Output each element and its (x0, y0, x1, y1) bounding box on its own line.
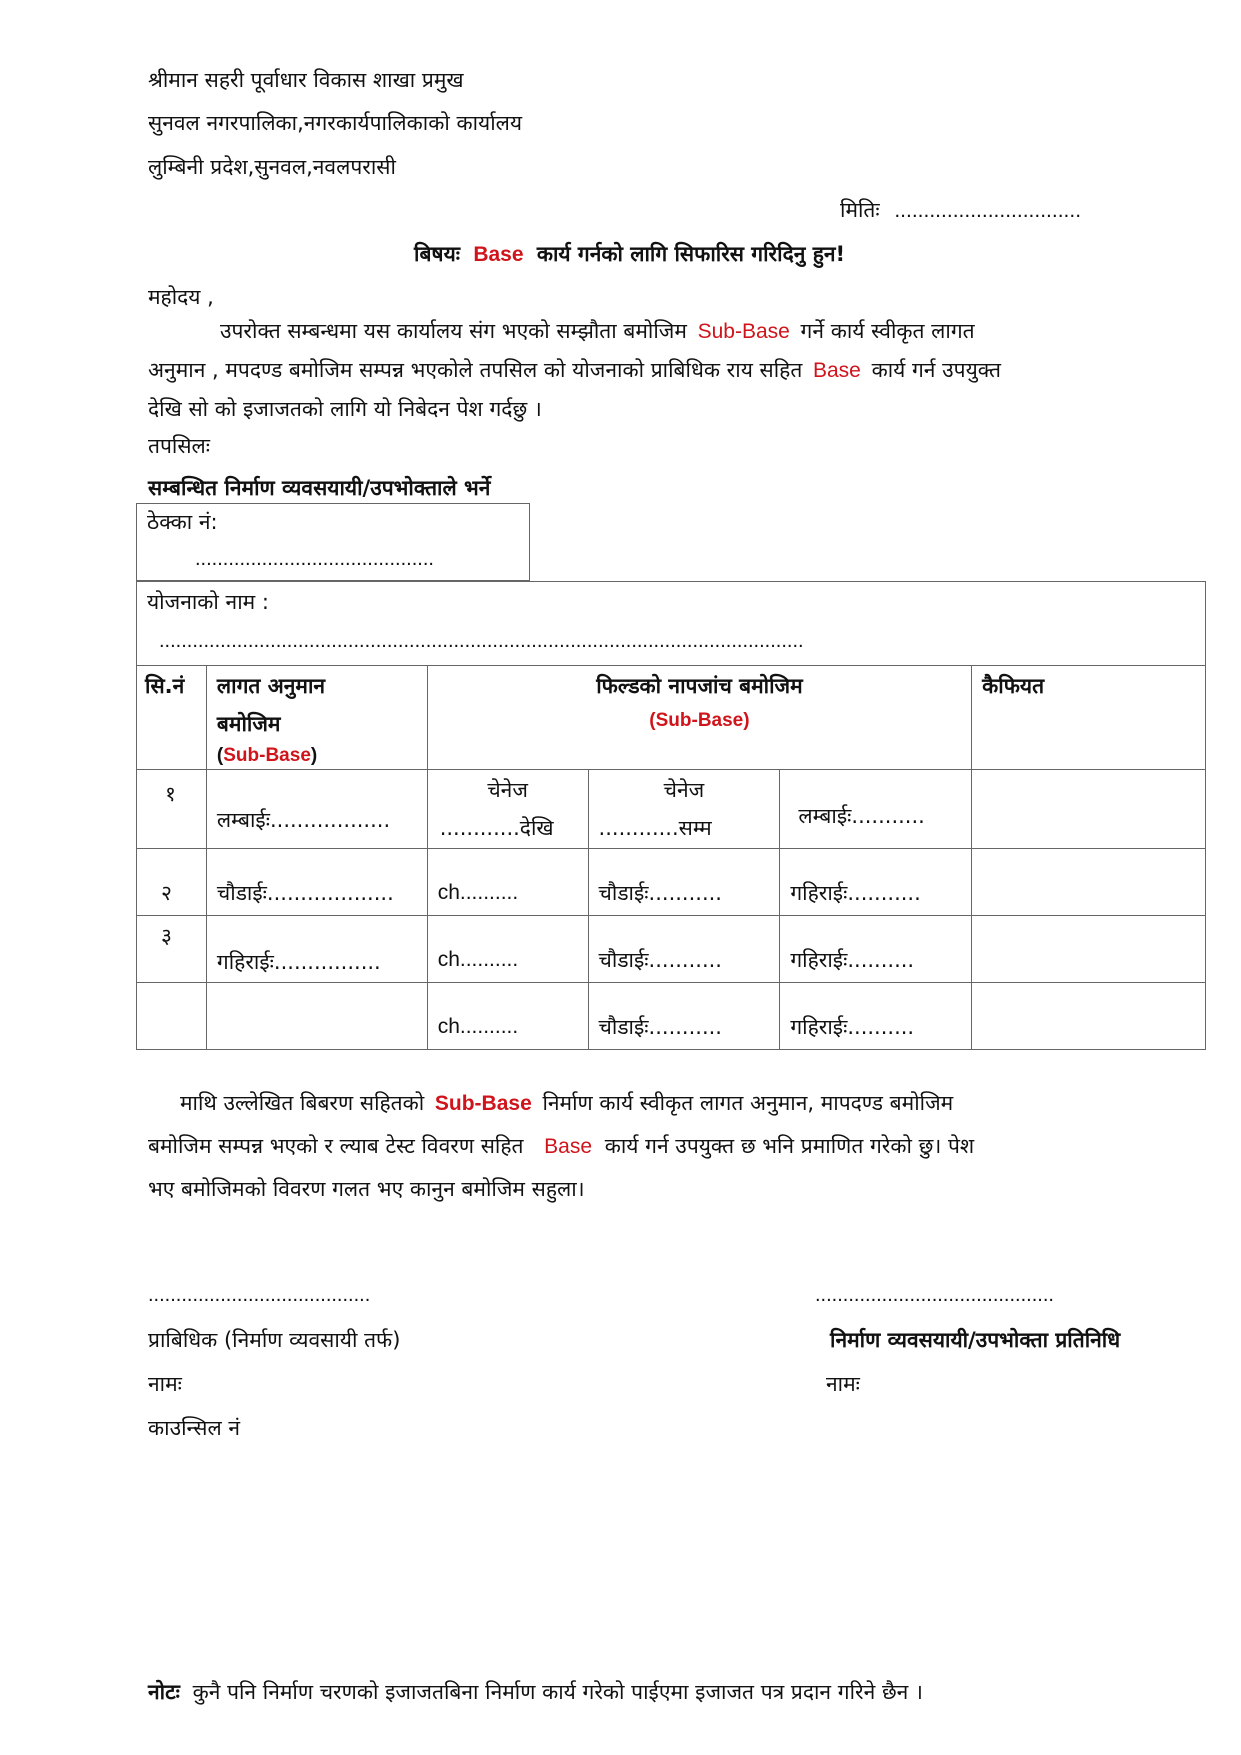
header-estimate-keyword (217, 744, 317, 767)
paren: ) (310, 745, 318, 766)
row3-remarks (972, 916, 1205, 981)
addressee-line-2: सुनवल नगरपालिका,नगरकार्यपालिकाको कार्यालय (148, 111, 523, 135)
header-field-measure: फिल्डको नापजांच बमोजिम (596, 674, 803, 698)
technician-title: प्राबिधिक (निर्माण व्यवसायी तर्फ) (148, 1328, 401, 1352)
row2-ch: ch.......... (437, 881, 519, 904)
representative-title: निर्माण व्यवसयायी/उपभोक्ता प्रतिनिधि (830, 1328, 1121, 1352)
row1-chainage-from: ............देखि (439, 816, 554, 840)
certification-text: कार्य गर्न उपयुक्त छ भनि प्रमाणित गरेको छु। पेश (604, 1134, 975, 1158)
request-line-1 (148, 312, 1148, 351)
subject-line (414, 240, 845, 268)
addressee-line-1: श्रीमान सहरी पूर्वाधार विकास शाखा प्रमुख (148, 68, 464, 92)
representative-name-label: नामः (826, 1372, 860, 1396)
representative-signature-line: ........................................... (815, 1284, 1054, 1306)
project-name-blank: .................................................................................................................... (159, 630, 804, 652)
certification-base: Base (544, 1135, 593, 1158)
row1-length-field: लम्बाईः........... (798, 804, 925, 828)
date-blank: ................................ (894, 199, 1082, 222)
certification-text: माथि उल्लेखित बिबरण सहितको (180, 1091, 425, 1115)
salutation: महोदय , (148, 285, 214, 309)
row1-chainage-to: ............सम्म (598, 816, 712, 840)
subject-text: कार्य गर्नको लागि सिफारिस गरिदिनु हुन! (536, 242, 846, 266)
row4-serial (137, 983, 206, 1048)
certification-line-2 (148, 1125, 1148, 1168)
date-label: मितिः (840, 198, 880, 222)
request-text: गर्ने कार्य स्वीकृत लागत (800, 319, 975, 343)
technician-name-label: नामः (148, 1372, 182, 1396)
header-remarks: कैफियत (982, 674, 1045, 698)
base-keyword: Base (813, 359, 861, 382)
addressee-line-3: लुम्बिनी प्रदेश,सुनवल,नवलपरासी (148, 155, 396, 179)
fill-heading: सम्बन्धित निर्माण व्यवसयायी/उपभोक्ताले भर्ने (148, 476, 491, 500)
footer-note (148, 1678, 923, 1706)
row1-length: लम्बाईः.................. (216, 808, 391, 832)
tapsil-label: तपसिलः (148, 434, 211, 458)
row3-depth-field: गहिराईः.......... (790, 948, 915, 972)
project-name-label: योजनाको नाम : (147, 590, 269, 614)
row3-serial: ३ (161, 924, 172, 948)
contract-blank: ........................................... (195, 548, 434, 570)
row1-remarks (972, 770, 1205, 847)
contract-label: ठेक्का नं: (147, 510, 218, 534)
request-line-2 (148, 351, 1148, 390)
estimate-subbase: Sub-Base (223, 745, 311, 766)
row3-width-field: चौडाईः........... (598, 948, 722, 972)
row3-ch: ch.......... (437, 948, 519, 971)
row2-width: चौडाईः................... (216, 881, 394, 905)
paren: ( (216, 745, 224, 766)
certification-line-3: भए बमोजिमको विवरण गलत भए कानुन बमोजिम सहुला। (148, 1177, 585, 1201)
header-serial: सि.नं (145, 674, 185, 698)
row2-depth-field: गहिराईः........... (790, 881, 921, 905)
row4-depth-field: गहिराईः.......... (790, 1015, 915, 1039)
subbase-keyword: Sub-Base (697, 320, 790, 343)
row4-remarks (972, 983, 1205, 1048)
certification-line-1 (148, 1082, 1148, 1125)
council-number-label: काउन्सिल नं (148, 1416, 241, 1440)
subject-keyword: Base (473, 243, 524, 266)
request-text: अनुमान , मपदण्ड बमोजिम सम्पन्न भएकोले तपसिल को योजनाको प्राबिधिक राय सहित (148, 358, 803, 382)
certification-text: बमोजिम सम्पन्न भएको र ल्याब टेस्ट विवरण सहित (148, 1134, 524, 1158)
contract-box (136, 503, 530, 581)
row4-width-field: चौडाईः........... (598, 1015, 722, 1039)
request-text: कार्य गर्न उपयुक्त (871, 358, 1001, 382)
note-label: नोटः (148, 1680, 180, 1704)
certification-subbase: Sub-Base (434, 1092, 532, 1115)
row2-remarks (972, 849, 1205, 914)
date-line (840, 196, 1081, 224)
details-table (136, 581, 1206, 1050)
row3-depth: गहिराईः................ (216, 950, 381, 974)
row2-width-field: चौडाईः........... (598, 881, 722, 905)
row1-chainage-to-label: चेनेज (663, 778, 705, 802)
technician-signature-line: ........................................ (148, 1284, 371, 1306)
subject-label: बिषयः (414, 242, 460, 266)
row1-chainage-from-label: चेनेज (487, 778, 528, 802)
header-estimate-1: लागत अनुमान (216, 674, 326, 698)
row2-serial: २ (161, 881, 172, 905)
row1-serial: १ (165, 782, 176, 806)
note-text: कुनै पनि निर्माण चरणको इजाजतबिना निर्माण कार्य गरेको पाईएमा इजाजत पत्र प्रदान गरिने छैन । (192, 1680, 923, 1704)
certification-text: निर्माण कार्य स्वीकृत लागत अनुमान, मापदण्ड बमोजिम (542, 1091, 954, 1115)
row4-ch: ch.......... (437, 1015, 519, 1038)
request-text: उपरोक्त सम्बन्धमा यस कार्यालय संग भएको सम्झौता बमोजिम (220, 319, 687, 343)
header-field-keyword: (Sub-Base) (649, 710, 750, 731)
row4-estimate (207, 983, 427, 1048)
request-line-3: देखि सो को इजाजतको लागि यो निबेदन पेश गर्दछु । (148, 397, 542, 421)
header-estimate-2: बमोजिम (216, 712, 281, 736)
request-paragraph (148, 312, 1148, 429)
certification-paragraph (148, 1082, 1148, 1211)
